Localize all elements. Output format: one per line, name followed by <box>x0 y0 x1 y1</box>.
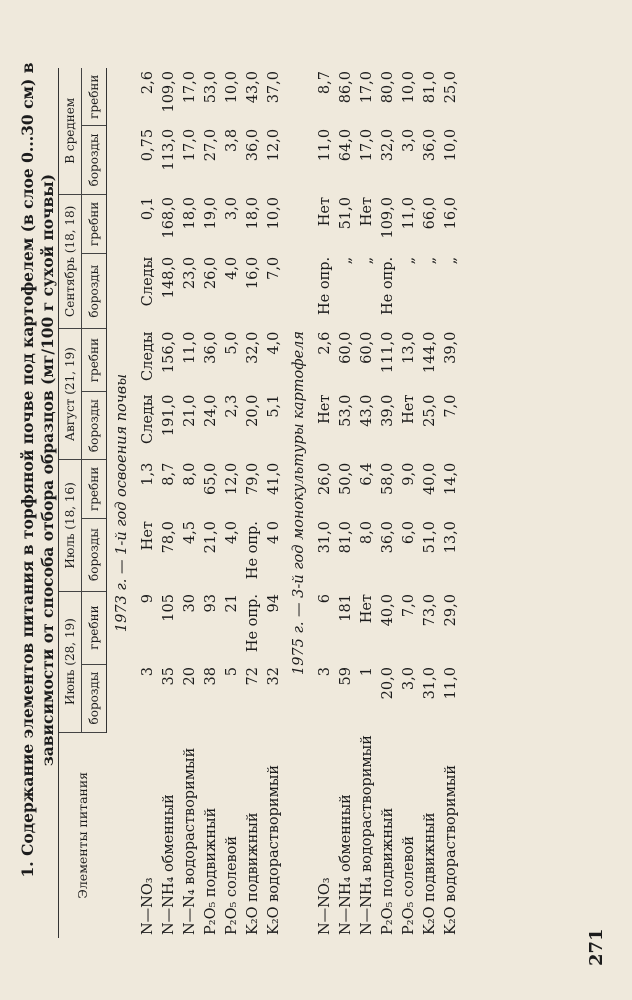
row-label: K₂O подвижный <box>421 812 438 935</box>
table-cell: Не опр. <box>244 594 261 653</box>
table-cell: 148,0 <box>160 256 177 299</box>
table-cell: 7,0 <box>265 256 282 280</box>
table-row <box>242 68 263 938</box>
table-row <box>263 68 284 938</box>
table-row <box>137 68 158 938</box>
elements-header: Элементы питания <box>59 732 107 938</box>
table-cell: 93 <box>202 594 219 613</box>
table-cell: Следы <box>139 394 156 444</box>
table-row <box>356 68 377 938</box>
table-cell: 36,0 <box>244 128 261 162</box>
table-cell: 94 <box>265 594 282 613</box>
table-cell: 78,0 <box>160 521 177 554</box>
table-row <box>314 68 335 938</box>
table-cell: 13,0 <box>442 521 459 554</box>
table-cell: 156,0 <box>160 331 177 374</box>
table-cell: Следы <box>139 256 156 307</box>
table-cell: 6,0 <box>400 521 417 545</box>
table-cell: 6 <box>316 594 333 604</box>
table-cell: 7,0 <box>442 394 459 418</box>
sub-ridges: гребни <box>82 460 107 518</box>
table-cell: 16,0 <box>442 197 459 230</box>
table-cell: 8,0 <box>181 462 198 486</box>
table-cell: 80,0 <box>379 71 396 104</box>
table-cell: 4,5 <box>181 521 198 545</box>
sub-furrows: борозды <box>82 126 107 194</box>
table-cell: 40,0 <box>379 594 396 627</box>
table-cell: 43,0 <box>244 71 261 104</box>
table-cell: 53,0 <box>202 71 219 104</box>
table-cell: 4,0 <box>265 331 282 355</box>
table-cell: 37,0 <box>265 71 282 104</box>
group-june: Июнь (28, 19) <box>59 591 82 732</box>
row-label: N—NH₄ водорастворимый <box>358 735 375 935</box>
row-label: N—NO₃ <box>139 877 156 935</box>
table-cell: 3,0 <box>400 667 417 691</box>
sub-ridges: гребни <box>82 329 107 392</box>
table-cell: 26,0 <box>202 256 219 290</box>
table-cell: 35 <box>160 667 177 686</box>
table-cell: 181 <box>337 594 354 622</box>
sub-furrows: борозды <box>82 664 107 732</box>
table-cell: 50,0 <box>337 462 354 495</box>
table-cell: 10,0 <box>265 197 282 230</box>
table-cell: 30 <box>181 594 198 613</box>
table-cell: 5 <box>223 667 240 677</box>
table-cell: 79,0 <box>244 462 261 495</box>
table-cell: 26,0 <box>316 462 333 495</box>
table-cell: 31,0 <box>316 521 333 554</box>
table-cell: 111,0 <box>379 331 396 374</box>
group-august: Август (21, 19) <box>59 329 82 460</box>
table-cell: 6,4 <box>358 462 375 486</box>
table-cell: 81,0 <box>337 521 354 554</box>
section-header-row <box>107 68 138 938</box>
table-cell: Не опр. <box>244 521 261 580</box>
table-cell: 32 <box>265 667 282 686</box>
table-cell: 20,0 <box>244 394 261 427</box>
table-cell: Не опр. <box>316 256 333 315</box>
table-cell: 81,0 <box>421 71 438 104</box>
table-row <box>158 68 179 938</box>
table-cell: 73,0 <box>421 594 438 627</box>
table-cell: Нет <box>316 197 333 227</box>
table-cell: 3,8 <box>223 128 240 152</box>
table-cell: 11,0 <box>400 197 417 230</box>
table-cell: 1,3 <box>139 462 156 486</box>
table-cell: 0,1 <box>139 197 156 221</box>
table-cell: Нет <box>139 521 156 551</box>
table-cell: 3 <box>139 667 156 677</box>
table-cell: 18,0 <box>244 197 261 230</box>
row-label: K₂O подвижный <box>244 812 261 935</box>
table-cell: 13,0 <box>400 331 417 364</box>
table-cell: 4,0 <box>223 256 240 280</box>
table-cell: 21,0 <box>202 521 219 554</box>
table-cell: „ <box>358 256 375 265</box>
table-cell: 53,0 <box>337 394 354 427</box>
table-cell: 17,0 <box>181 128 198 162</box>
table-row <box>221 68 242 938</box>
table-cell: 4 0 <box>265 521 282 545</box>
caption-line-2: зависимости от способа отбора образцов (мг/100 г сухой почвы) <box>38 173 57 767</box>
table-cell: 41,0 <box>265 462 282 495</box>
page-number: 271 <box>586 928 607 966</box>
table-row <box>179 68 200 938</box>
row-label: P₂O₅ солевой <box>223 835 240 935</box>
sub-furrows: борозды <box>82 392 107 460</box>
table-cell: Нет <box>358 594 375 624</box>
group-september: Сентябрь (18, 18) <box>59 194 82 329</box>
table-cell: 17,0 <box>358 128 375 162</box>
row-label: K₂O водорастворимый <box>442 764 459 935</box>
table-cell: 3,0 <box>223 197 240 221</box>
section-title: 1975 г. — 3-й год монокультуры картофеля <box>291 331 307 676</box>
table-cell: Следы <box>139 331 156 381</box>
table-cell: 86,0 <box>337 71 354 104</box>
caption-line-1: 1. Содержание элементов питания в торфяной почве под картофелем (в слое 0...30 см) в <box>18 62 37 878</box>
table-cell: 25,0 <box>421 394 438 427</box>
table-cell: 59 <box>337 667 354 686</box>
table-cell: Нет <box>400 394 417 424</box>
table-cell: 20 <box>181 667 198 686</box>
table-cell: 64,0 <box>337 128 354 162</box>
section-header-row <box>284 68 314 938</box>
table-cell: 16,0 <box>244 256 261 290</box>
table-cell: Нет <box>358 197 375 227</box>
table-cell: „ <box>421 256 438 265</box>
table-cell: 36,0 <box>421 128 438 162</box>
table-cell: 2,3 <box>223 394 240 418</box>
table-cell: 8,0 <box>358 521 375 545</box>
table-cell: 2,6 <box>316 331 333 355</box>
table-cell: 51,0 <box>337 197 354 230</box>
sub-furrows: борозды <box>82 254 107 329</box>
table-cell: 29,0 <box>442 594 459 627</box>
table-cell: 31,0 <box>421 667 438 700</box>
table-cell: „ <box>337 256 354 265</box>
row-label: N—NH₄ обменный <box>160 794 177 935</box>
table-cell: 39,0 <box>442 331 459 364</box>
table-cell: 32,0 <box>379 128 396 162</box>
table-cell: 27,0 <box>202 128 219 162</box>
table-row <box>398 68 419 938</box>
sub-ridges: гребни <box>82 194 107 254</box>
table-cell: 4,0 <box>223 521 240 545</box>
table-cell: 0,75 <box>139 128 156 162</box>
table-cell: 21,0 <box>181 394 198 427</box>
table-caption <box>18 50 58 890</box>
table-cell: 32,0 <box>244 331 261 364</box>
table-cell: 9,0 <box>400 462 417 486</box>
table-cell: 3 <box>316 667 333 677</box>
table-cell: 168,0 <box>160 197 177 239</box>
row-label: N—NO₃ <box>316 877 333 935</box>
table-cell: 109,0 <box>160 71 177 113</box>
row-label: K₂O водорастворимый <box>265 764 282 935</box>
group-average: В среднем <box>59 68 82 194</box>
table-cell: 51,0 <box>421 521 438 554</box>
table-cell: 19,0 <box>202 197 219 230</box>
table-cell: 21 <box>223 594 240 613</box>
table-cell: 10,0 <box>442 128 459 162</box>
nutrient-table <box>58 68 461 938</box>
table-cell: 38 <box>202 667 219 686</box>
table-cell: 11,0 <box>442 667 459 700</box>
table-cell: 5,0 <box>223 331 240 355</box>
table-cell: 18,0 <box>181 197 198 230</box>
table-cell: 17,0 <box>181 71 198 104</box>
table-cell: 60,0 <box>358 331 375 364</box>
table-row <box>440 68 461 938</box>
table-cell: 3,0 <box>400 128 417 152</box>
table-cell: 14,0 <box>442 462 459 495</box>
table-cell: 144,0 <box>421 331 438 374</box>
table-row <box>377 68 398 938</box>
table-cell: 9 <box>139 594 156 604</box>
table-cell: 40,0 <box>421 462 438 495</box>
table-row <box>200 68 221 938</box>
row-label: N—N₄ водорастворимый <box>181 747 198 935</box>
table-row <box>419 68 440 938</box>
sub-furrows: борозды <box>82 518 107 591</box>
table-cell: 10,0 <box>223 71 240 104</box>
table-cell: 105 <box>160 594 177 622</box>
table-cell: „ <box>442 256 459 265</box>
table-cell: 5,1 <box>265 394 282 418</box>
table-cell: 2,6 <box>139 71 156 95</box>
table-cell: 66,0 <box>421 197 438 230</box>
table-cell: 36,0 <box>202 331 219 364</box>
row-label: P₂O₅ подвижный <box>202 807 219 935</box>
table-cell: Нет <box>316 394 333 424</box>
table-cell: 36,0 <box>379 521 396 554</box>
table-cell: 8,7 <box>160 462 177 486</box>
section-title: 1973 г. — 1-й год освоения почвы <box>114 373 130 633</box>
row-label: P₂O₅ подвижный <box>379 807 396 935</box>
table-cell: 60,0 <box>337 331 354 364</box>
table-cell: 25,0 <box>442 71 459 104</box>
table-cell: 20,0 <box>379 667 396 700</box>
group-july: Июль (18, 16) <box>59 460 82 591</box>
table-cell: 23,0 <box>181 256 198 290</box>
table-cell: 65,0 <box>202 462 219 495</box>
table-cell: 1 <box>358 667 375 677</box>
table-cell: „ <box>400 256 417 265</box>
table-cell: 109,0 <box>379 197 396 239</box>
table-cell: 43,0 <box>358 394 375 427</box>
table-cell: 11,0 <box>316 128 333 162</box>
table-cell: Не опр. <box>379 256 396 315</box>
table-cell: 72 <box>244 667 261 686</box>
table-body <box>107 68 462 938</box>
table-cell: 7,0 <box>400 594 417 618</box>
row-label: N—NH₄ обменный <box>337 794 354 935</box>
table-cell: 113,0 <box>160 128 177 171</box>
table-row <box>335 68 356 938</box>
table-cell: 8,7 <box>316 71 333 95</box>
sub-ridges: гребни <box>82 591 107 664</box>
table-cell: 12,0 <box>223 462 240 495</box>
table-cell: 191,0 <box>160 394 177 437</box>
table-cell: 17,0 <box>358 71 375 104</box>
table-cell: 11,0 <box>181 331 198 364</box>
table-cell: 12,0 <box>265 128 282 162</box>
row-label: P₂O₅ солевой <box>400 835 417 935</box>
group-header-row <box>59 68 82 938</box>
sub-ridges: гребни <box>82 68 107 126</box>
table-cell: 58,0 <box>379 462 396 495</box>
table-cell: 24,0 <box>202 394 219 427</box>
table-cell: 39,0 <box>379 394 396 427</box>
table-cell: 10,0 <box>400 71 417 104</box>
